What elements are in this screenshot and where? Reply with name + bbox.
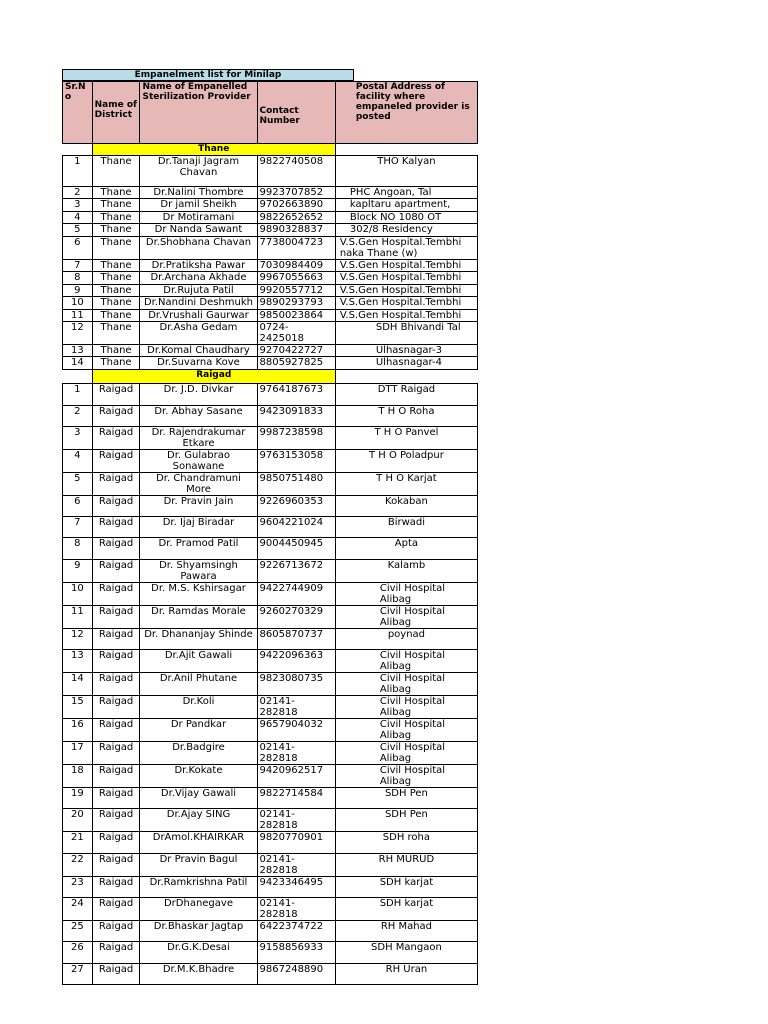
provider-name-cell: Dr Motiramani bbox=[140, 212, 257, 224]
provider-name-cell: Dr.M.K.Bhadre bbox=[140, 964, 257, 985]
header-contact bbox=[257, 82, 335, 144]
table-row bbox=[63, 450, 478, 473]
sr-cell: 3 bbox=[63, 427, 93, 450]
district-cell: Raigad bbox=[92, 854, 140, 877]
district-cell: Raigad bbox=[92, 583, 140, 606]
provider-name-cell: Dr.Archana Akhade bbox=[140, 272, 257, 285]
table-row bbox=[63, 719, 478, 742]
table-row bbox=[63, 629, 478, 650]
provider-name-cell: Dr.Vrushali Gaurwar bbox=[140, 310, 257, 322]
contact-cell: 9423346495 bbox=[257, 877, 335, 898]
table-row bbox=[63, 297, 478, 310]
address-cell: SDH Pen bbox=[335, 809, 477, 832]
table-row bbox=[63, 650, 478, 673]
sr-cell: 17 bbox=[63, 742, 93, 765]
address-cell: V.S.Gen Hospital.Tembhi bbox=[335, 297, 477, 310]
contact-cell: 9226713672 bbox=[257, 560, 335, 583]
table-row bbox=[63, 224, 478, 237]
provider-name-cell: Dr. Pramod Patil bbox=[140, 538, 257, 560]
contact-cell: 02141- 282818 bbox=[257, 809, 335, 832]
district-cell: Thane bbox=[92, 272, 140, 285]
contact-cell: 9270422727 bbox=[257, 345, 335, 357]
district-cell: Raigad bbox=[92, 765, 140, 788]
provider-name-cell: Dr.Asha Gedam bbox=[140, 322, 257, 345]
provider-name-cell: Dr. Gulabrao Sonawane bbox=[140, 450, 257, 473]
provider-name-cell: Dr. J.D. Divkar bbox=[140, 384, 257, 406]
address-cell: kapltaru apartment, bbox=[335, 199, 477, 212]
table-row bbox=[63, 199, 478, 212]
contact-cell: 9822652652 bbox=[257, 212, 335, 224]
sr-cell: 16 bbox=[63, 719, 93, 742]
sr-cell: 25 bbox=[63, 921, 93, 942]
address-cell: T H O Panvel bbox=[335, 427, 477, 450]
sr-cell: 10 bbox=[63, 583, 93, 606]
sr-cell: 2 bbox=[63, 406, 93, 427]
address-cell: V.S.Gen Hospital.Tembhi bbox=[335, 285, 477, 297]
district-cell: Thane bbox=[92, 345, 140, 357]
table-row bbox=[63, 788, 478, 809]
address-cell: V.S.Gen Hospital.Tembhi bbox=[335, 260, 477, 272]
provider-name-cell: Dr.Ajay SING bbox=[140, 809, 257, 832]
contact-cell: 02141- 282818 bbox=[257, 742, 335, 765]
address-cell: Kalamb bbox=[335, 560, 477, 583]
address-cell: Ulhasnagar-4 bbox=[335, 357, 477, 370]
table-row bbox=[63, 285, 478, 297]
table-row bbox=[63, 742, 478, 765]
header-provider: Name of Empanelled Sterilization Provider bbox=[140, 82, 257, 144]
contact-cell: 7738004723 bbox=[257, 237, 335, 260]
table-row bbox=[63, 345, 478, 357]
provider-name-cell: Dr.Rujuta Patil bbox=[140, 285, 257, 297]
contact-cell: 9260270329 bbox=[257, 606, 335, 629]
address-cell: Civil Hospital Alibag bbox=[335, 673, 477, 696]
district-cell: Raigad bbox=[92, 696, 140, 719]
sr-cell: 4 bbox=[63, 212, 93, 224]
sr-cell: 22 bbox=[63, 854, 93, 877]
sr-cell: 11 bbox=[63, 310, 93, 322]
section-row bbox=[63, 370, 478, 384]
provider-name-cell: Dr.Vijay Gawali bbox=[140, 788, 257, 809]
provider-table bbox=[62, 81, 478, 985]
header-address: Postal Address of facility where empaneled provider is posted bbox=[335, 82, 477, 144]
contact-cell: 9890293793 bbox=[257, 297, 335, 310]
header-district bbox=[92, 82, 140, 144]
address-cell: Civil Hospital Alibag bbox=[335, 719, 477, 742]
contact-cell: 7030984409 bbox=[257, 260, 335, 272]
district-cell: Thane bbox=[92, 357, 140, 370]
provider-name-cell: Dr Pravin Bagul bbox=[140, 854, 257, 877]
district-cell: Raigad bbox=[92, 473, 140, 496]
provider-name-cell: Dr.Anil Phutane bbox=[140, 673, 257, 696]
address-cell: V.S.Gen Hospital.Tembhi naka Thane (w) bbox=[335, 237, 477, 260]
address-cell: T H O Karjat bbox=[335, 473, 477, 496]
table-row bbox=[63, 473, 478, 496]
section-row bbox=[63, 144, 478, 156]
provider-name-cell: Dr.Nandini Deshmukh bbox=[140, 297, 257, 310]
contact-cell: 9967055663 bbox=[257, 272, 335, 285]
contact-cell: 02141- 282818 bbox=[257, 854, 335, 877]
sr-cell: 23 bbox=[63, 877, 93, 898]
provider-name-cell: Dr.Bhaskar Jagtap bbox=[140, 921, 257, 942]
contact-cell: 9423091833 bbox=[257, 406, 335, 427]
address-cell: Civil Hospital Alibag bbox=[335, 765, 477, 788]
district-cell: Raigad bbox=[92, 964, 140, 985]
district-cell: Raigad bbox=[92, 877, 140, 898]
contact-cell: 8605870737 bbox=[257, 629, 335, 650]
provider-name-cell: Dr. Dhananjay Shinde bbox=[140, 629, 257, 650]
header-row bbox=[63, 82, 478, 144]
table-row bbox=[63, 272, 478, 285]
contact-cell: 8805927825 bbox=[257, 357, 335, 370]
table-row bbox=[63, 427, 478, 450]
address-cell: V.S.Gen Hospital.Tembhi bbox=[335, 310, 477, 322]
provider-name-cell: Dr Nanda Sawant bbox=[140, 224, 257, 237]
sr-cell: 10 bbox=[63, 297, 93, 310]
section-label: Raigad bbox=[92, 370, 335, 384]
district-cell: Raigad bbox=[92, 496, 140, 517]
table-row bbox=[63, 832, 478, 854]
sr-cell: 7 bbox=[63, 517, 93, 538]
district-cell: Raigad bbox=[92, 673, 140, 696]
provider-name-cell: Dr.Nalini Thombre bbox=[140, 187, 257, 199]
district-cell: Thane bbox=[92, 237, 140, 260]
table-row bbox=[63, 156, 478, 187]
district-cell: Raigad bbox=[92, 719, 140, 742]
address-cell: SDH roha bbox=[335, 832, 477, 854]
table-row bbox=[63, 357, 478, 370]
contact-cell: 9702663890 bbox=[257, 199, 335, 212]
provider-name-cell: Dr. Pravin Jain bbox=[140, 496, 257, 517]
section-spacer bbox=[335, 144, 477, 156]
provider-name-cell: Dr. Ramdas Morale bbox=[140, 606, 257, 629]
table-row bbox=[63, 212, 478, 224]
sr-cell: 3 bbox=[63, 199, 93, 212]
district-cell: Raigad bbox=[92, 650, 140, 673]
sr-cell: 24 bbox=[63, 898, 93, 921]
contact-cell: 9850023864 bbox=[257, 310, 335, 322]
provider-name-cell: Dr.Komal Chaudhary bbox=[140, 345, 257, 357]
address-cell: Ulhasnagar-3 bbox=[335, 345, 477, 357]
table-row bbox=[63, 898, 478, 921]
table-row bbox=[63, 384, 478, 406]
table-row bbox=[63, 765, 478, 788]
sr-cell: 26 bbox=[63, 942, 93, 964]
district-cell: Raigad bbox=[92, 560, 140, 583]
district-cell: Thane bbox=[92, 224, 140, 237]
contact-cell: 9823080735 bbox=[257, 673, 335, 696]
sheet-title: Empanelment list for Minilap bbox=[62, 69, 354, 81]
provider-name-cell: Dr.Badgire bbox=[140, 742, 257, 765]
district-cell: Raigad bbox=[92, 538, 140, 560]
district-cell: Raigad bbox=[92, 406, 140, 427]
district-cell: Thane bbox=[92, 212, 140, 224]
address-cell: T H O Roha bbox=[335, 406, 477, 427]
district-cell: Thane bbox=[92, 285, 140, 297]
provider-name-cell: Dr. M.S. Kshirsagar bbox=[140, 583, 257, 606]
district-cell: Thane bbox=[92, 322, 140, 345]
contact-cell: 9890328837 bbox=[257, 224, 335, 237]
table-row bbox=[63, 921, 478, 942]
header-district-label: Name of District bbox=[94, 100, 137, 120]
district-cell: Raigad bbox=[92, 450, 140, 473]
provider-name-cell: Dr. Chandramuni More bbox=[140, 473, 257, 496]
sr-cell: 13 bbox=[63, 650, 93, 673]
district-cell: Raigad bbox=[92, 942, 140, 964]
address-cell: Civil Hospital Alibag bbox=[335, 583, 477, 606]
sr-cell: 6 bbox=[63, 237, 93, 260]
district-cell: Thane bbox=[92, 297, 140, 310]
district-cell: Raigad bbox=[92, 629, 140, 650]
district-cell: Thane bbox=[92, 199, 140, 212]
section-spacer bbox=[63, 144, 93, 156]
district-cell: Raigad bbox=[92, 809, 140, 832]
provider-name-cell: Dr.Koli bbox=[140, 696, 257, 719]
contact-cell: 9850751480 bbox=[257, 473, 335, 496]
table-row bbox=[63, 237, 478, 260]
district-cell: Raigad bbox=[92, 898, 140, 921]
provider-name-cell: Dr.Ramkrishna Patil bbox=[140, 877, 257, 898]
table-row bbox=[63, 809, 478, 832]
contact-cell: 9820770901 bbox=[257, 832, 335, 854]
sr-cell: 12 bbox=[63, 629, 93, 650]
provider-name-cell: Dr jamil Sheikh bbox=[140, 199, 257, 212]
provider-name-cell: Dr. Shyamsingh Pawara bbox=[140, 560, 257, 583]
sr-cell: 4 bbox=[63, 450, 93, 473]
address-cell: T H O Poladpur bbox=[335, 450, 477, 473]
district-cell: Thane bbox=[92, 187, 140, 199]
address-cell: PHC Angoan, Tal bbox=[335, 187, 477, 199]
sr-cell: 13 bbox=[63, 345, 93, 357]
provider-name-cell: Dr.Suvarna Kove bbox=[140, 357, 257, 370]
address-cell: SDH karjat bbox=[335, 898, 477, 921]
address-cell: SDH Mangaon bbox=[335, 942, 477, 964]
address-cell: Birwadi bbox=[335, 517, 477, 538]
contact-cell: 6422374722 bbox=[257, 921, 335, 942]
address-cell: Civil Hospital Alibag bbox=[335, 650, 477, 673]
sr-cell: 19 bbox=[63, 788, 93, 809]
address-cell: SDH Pen bbox=[335, 788, 477, 809]
contact-cell: 9158856933 bbox=[257, 942, 335, 964]
district-cell: Raigad bbox=[92, 384, 140, 406]
sr-cell: 1 bbox=[63, 384, 93, 406]
address-cell: V.S.Gen Hospital.Tembhi bbox=[335, 272, 477, 285]
provider-name-cell: Dr. Rajendrakumar Etkare bbox=[140, 427, 257, 450]
table-row bbox=[63, 496, 478, 517]
sr-cell: 5 bbox=[63, 473, 93, 496]
district-cell: Raigad bbox=[92, 832, 140, 854]
section-label: Thane bbox=[92, 144, 335, 156]
table-row bbox=[63, 673, 478, 696]
sr-cell: 8 bbox=[63, 538, 93, 560]
contact-cell: 9422096363 bbox=[257, 650, 335, 673]
address-cell: Kokaban bbox=[335, 496, 477, 517]
table-row bbox=[63, 310, 478, 322]
district-cell: Raigad bbox=[92, 742, 140, 765]
address-cell: RH Uran bbox=[335, 964, 477, 985]
section-spacer bbox=[63, 370, 93, 384]
table-row bbox=[63, 517, 478, 538]
provider-name-cell: Dr.Kokate bbox=[140, 765, 257, 788]
table-row bbox=[63, 406, 478, 427]
district-cell: Raigad bbox=[92, 921, 140, 942]
sr-cell: 9 bbox=[63, 560, 93, 583]
district-cell: Raigad bbox=[92, 517, 140, 538]
header-sr: Sr.N o bbox=[63, 82, 93, 144]
section-spacer bbox=[335, 370, 477, 384]
contact-cell: 9420962517 bbox=[257, 765, 335, 788]
district-cell: Thane bbox=[92, 156, 140, 187]
address-cell: Civil Hospital Alibag bbox=[335, 742, 477, 765]
contact-cell: 9604221024 bbox=[257, 517, 335, 538]
sr-cell: 9 bbox=[63, 285, 93, 297]
provider-name-cell: DrDhanegave bbox=[140, 898, 257, 921]
sr-cell: 21 bbox=[63, 832, 93, 854]
sr-cell: 15 bbox=[63, 696, 93, 719]
sr-cell: 1 bbox=[63, 156, 93, 187]
contact-cell: 0724-2425018 bbox=[257, 322, 335, 345]
table-row bbox=[63, 560, 478, 583]
table-row bbox=[63, 964, 478, 985]
table-row bbox=[63, 187, 478, 199]
provider-name-cell: Dr. Abhay Sasane bbox=[140, 406, 257, 427]
address-cell: DTT Raigad bbox=[335, 384, 477, 406]
provider-name-cell: Dr.Shobhana Chavan bbox=[140, 237, 257, 260]
provider-name-cell: Dr Pandkar bbox=[140, 719, 257, 742]
table-row bbox=[63, 583, 478, 606]
contact-cell: 9657904032 bbox=[257, 719, 335, 742]
contact-cell: 9226960353 bbox=[257, 496, 335, 517]
address-cell: SDH Bhivandi Tal bbox=[335, 322, 477, 345]
provider-name-cell: Dr.G.K.Desai bbox=[140, 942, 257, 964]
contact-cell: 9822714584 bbox=[257, 788, 335, 809]
district-cell: Raigad bbox=[92, 788, 140, 809]
header-contact-label: Contact Number bbox=[259, 106, 300, 126]
district-cell: Thane bbox=[92, 260, 140, 272]
contact-cell: 9764187673 bbox=[257, 384, 335, 406]
table-row bbox=[63, 606, 478, 629]
contact-cell: 9923707852 bbox=[257, 187, 335, 199]
sr-cell: 12 bbox=[63, 322, 93, 345]
district-cell: Raigad bbox=[92, 427, 140, 450]
provider-name-cell: DrAmol.KHAIRKAR bbox=[140, 832, 257, 854]
provider-name-cell: Dr.Ajit Gawali bbox=[140, 650, 257, 673]
address-cell: Civil Hospital Alibag bbox=[335, 696, 477, 719]
sr-cell: 5 bbox=[63, 224, 93, 237]
contact-cell: 02141- 282818 bbox=[257, 898, 335, 921]
contact-cell: 9763153058 bbox=[257, 450, 335, 473]
table-row bbox=[63, 260, 478, 272]
address-cell: 302/8 Residency bbox=[335, 224, 477, 237]
table-row bbox=[63, 854, 478, 877]
contact-cell: 9822740508 bbox=[257, 156, 335, 187]
address-cell: RH Mahad bbox=[335, 921, 477, 942]
table-row bbox=[63, 942, 478, 964]
address-cell: Apta bbox=[335, 538, 477, 560]
address-cell: Civil Hospital Alibag bbox=[335, 606, 477, 629]
address-cell: SDH karjat bbox=[335, 877, 477, 898]
sr-cell: 11 bbox=[63, 606, 93, 629]
contact-cell: 9867248890 bbox=[257, 964, 335, 985]
contact-cell: 9004450945 bbox=[257, 538, 335, 560]
table-row bbox=[63, 696, 478, 719]
table-row bbox=[63, 538, 478, 560]
address-cell: poynad bbox=[335, 629, 477, 650]
sr-cell: 27 bbox=[63, 964, 93, 985]
sr-cell: 7 bbox=[63, 260, 93, 272]
address-cell: Block NO 1080 OT bbox=[335, 212, 477, 224]
contact-cell: 9422744909 bbox=[257, 583, 335, 606]
district-cell: Thane bbox=[92, 310, 140, 322]
address-cell: RH MURUD bbox=[335, 854, 477, 877]
address-cell: THO Kalyan bbox=[335, 156, 477, 187]
sr-cell: 20 bbox=[63, 809, 93, 832]
contact-cell: 9920557712 bbox=[257, 285, 335, 297]
table-row bbox=[63, 877, 478, 898]
sr-cell: 14 bbox=[63, 673, 93, 696]
contact-cell: 9987238598 bbox=[257, 427, 335, 450]
provider-name-cell: Dr.Pratiksha Pawar bbox=[140, 260, 257, 272]
sr-cell: 8 bbox=[63, 272, 93, 285]
district-cell: Raigad bbox=[92, 606, 140, 629]
sr-cell: 2 bbox=[63, 187, 93, 199]
sr-cell: 18 bbox=[63, 765, 93, 788]
provider-name-cell: Dr.Tanaji Jagram Chavan bbox=[140, 156, 257, 187]
sr-cell: 6 bbox=[63, 496, 93, 517]
sr-cell: 14 bbox=[63, 357, 93, 370]
provider-name-cell: Dr. Ijaj Biradar bbox=[140, 517, 257, 538]
contact-cell: 02141- 282818 bbox=[257, 696, 335, 719]
table-row bbox=[63, 322, 478, 345]
